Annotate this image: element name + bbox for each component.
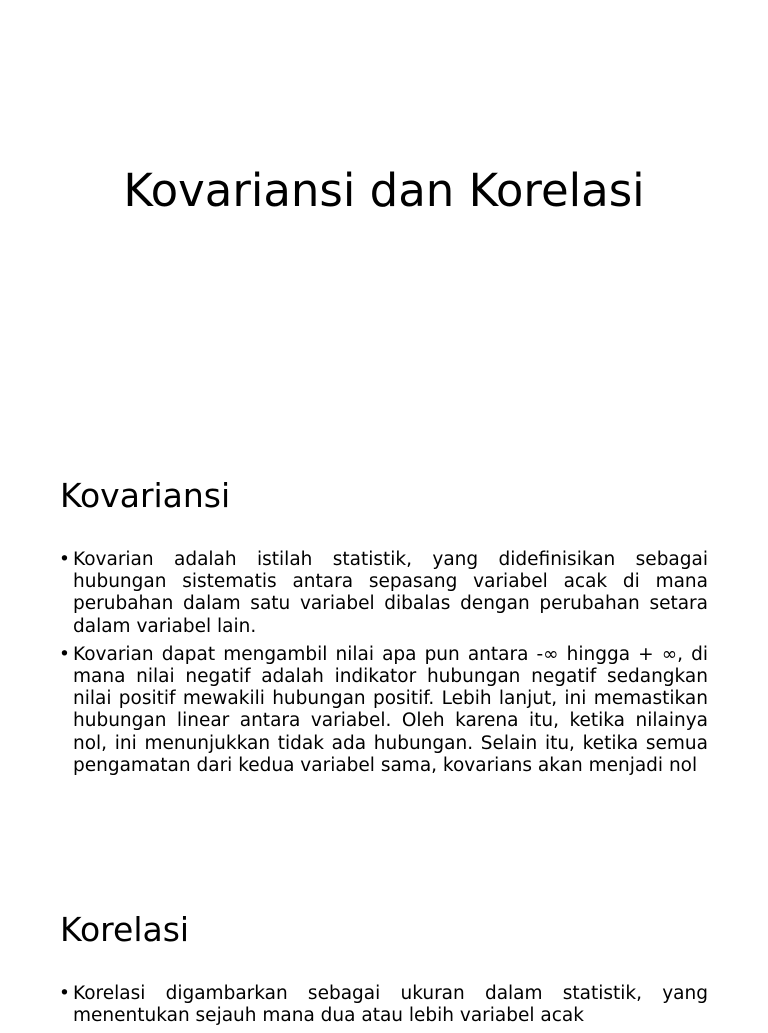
bullet-text: Kovarian adalah istilah statistik, yang didefinisikan sebagai hubungan sistematis antara sepasang variabel acak di mana perubahan dalam satu variabel dibalas dengan perubahan setara dalam variabel lain.: [73, 549, 708, 637]
bullet-icon: •: [59, 983, 70, 1004]
bullet-item: [60, 983, 708, 1027]
section-korelasi: [60, 910, 708, 1033]
bullet-text: Korelasi digambarkan sebagai ukuran dalam statistik, yang menentukan sejauh mana dua atau lebih variabel acak: [73, 983, 708, 1027]
section-kovariansi: [60, 476, 708, 783]
bullet-icon: •: [59, 643, 70, 665]
bullet-list: [60, 983, 708, 1027]
bullet-item: [60, 549, 708, 638]
section-heading: Korelasi: [60, 910, 190, 949]
bullet-icon: •: [59, 549, 70, 570]
bullet-text: Kovarian dapat mengambil nilai apa pun antara -∞ hingga + ∞, di mana nilai negatif adalah indikator hubungan negatif sedangkan nilai positif mewakili hubungan positif. Lebih lanjut, ini memastikan hubungan linear antara variabel. Oleh karena itu, ketika nilainya nol, ini menunjukkan tidak ada hubungan. Selain itu, ketika semua pengamatan dari kedua variabel sama, kovarians akan menjadi nol: [73, 643, 708, 776]
bullet-list: [60, 549, 708, 777]
slide-title: Kovariansi dan Korelasi: [123, 164, 645, 217]
bullet-item: [60, 644, 708, 777]
section-heading: Kovariansi: [60, 476, 231, 515]
